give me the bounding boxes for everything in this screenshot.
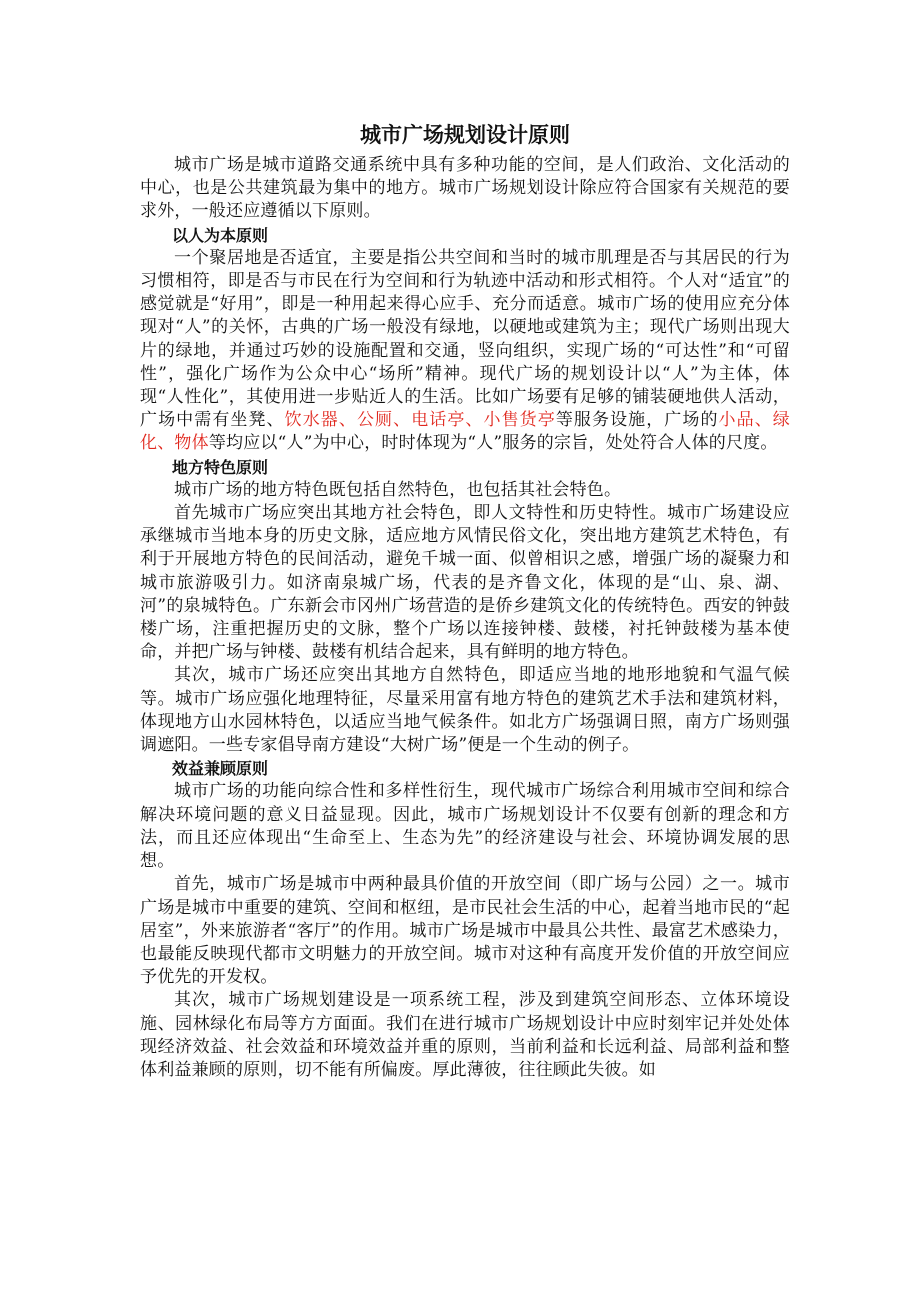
local-character-paragraph-3: 其次，城市广场还应突出其地方自然特色，即适应当地的地形地貌和气温气候等。城市广场应强化地理特征，尽量采用富有地方特色的建筑艺术手法和建筑材料，体现地方山水园林特色，以适应当地气候条件。如北方广场强调日照，南方广场则强调遮阳。一些专家倡导南方建设“大树广场”便是一个生动的例子。 [140,665,790,756]
paragraph-text: 等服务设施，广场的 [555,410,719,431]
local-character-paragraph-2: 首先城市广场应突出其地方社会特色，即人文特性和历史特性。城市广场建设应承继城市当地本身的历史文脉，适应地方风情民俗文化，突出地方建筑艺术特色，有利于开展地方特色的民间活动，避免千城一面、似曾相识之感，增强广场的凝聚力和城市旅游吸引力。如济南泉城广场，代表的是齐鲁文化，体现的是“山、泉、湖、河”的泉城特色。广东新会市冈州广场营造的是侨乡建筑文化的传统特色。西安的钟鼓楼广场，注重把握历史的文脉，整个广场以连接钟楼、鼓楼，衬托钟鼓楼为基本使命，并把广场与钟楼、鼓楼有机结合起来，具有鲜明的地方特色。 [140,503,790,663]
document-body [140,118,790,1082]
intro-paragraph: 城市广场是城市道路交通系统中具有多种功能的空间，是人们政治、文化活动的中心，也是公共建筑最为集中的地方。城市广场规划设计除应符合国家有关规范的要求外，一般还应遵循以下原则。 [140,155,790,222]
local-character-paragraph-1: 城市广场的地方特色既包括自然特色，也包括其社会特色。 [174,479,622,500]
paragraph-text: 等均应以“人”为中心，时时体现为“人”服务的宗旨，处处符合人体的尺度。 [208,433,778,454]
section-heading-benefits: 效益兼顾原则 [172,759,269,779]
section-heading-people-oriented: 以人为本原则 [172,225,269,245]
benefits-paragraph-3: 其次，城市广场规划建设是一项系统工程，涉及到建筑空间形态、立体环境设施、园林绿化布局等方方面面。我们在进行城市广场规划设计中应时刻牢记并处处体现经济效益、社会效益和环境效益并重的原则，当前利益和长远利益、局部利益和整体利益兼顾的原则，切不能有所偏废。厚此薄彼，往往顾此失彼。如 [140,990,790,1080]
highlighted-elements-text: 小品、绿化、物体 [140,410,790,454]
section-heading-local-character: 地方特色原则 [172,457,269,477]
paragraph-text: 一个聚居地是否适宜，主要是指公共空间和当时的城市肌理是否与其居民的行为习惯相符，即是否与市民在行为空间和行为轨迹中活动和形式相符。个人对“适宜”的感觉就是“好用”，即是一种用起来得心应手、充分而适意。城市广场的使用应充分体现对“人”的关怀，古典的广场一般没有绿地，以硬地或建筑为主；现代广场则出现大片的绿地，并通过巧妙的设施配置和交通，竖向组织，实现广场的“可达性”和“可留性”，强化广场作为公众中心“场所”精神。现代广场的规划设计以“人”为主体，体现“人性化”，其使用进一步贴近人的生活。比如广场要有足够的铺装硬地供人活动，广场中需有坐凳、 [140,247,790,431]
highlighted-facilities-text: 饮水器、公厕、电话亭、小售货亭 [284,410,556,431]
benefits-paragraph-1: 城市广场的功能向综合性和多样性衍生，现代城市广场综合利用城市空间和综合解决环境问题的意义日益显现。因此，城市广场规划设计不仅要有创新的理念和方法，而且还应体现出“生命至上、生态为先”的经济建设与社会、环境协调发展的思想。 [140,781,790,872]
benefits-paragraph-2: 首先，城市广场是城市中两种最具价值的开放空间（即广场与公园）之一。城市广场是城市中重要的建筑、空间和枢纽，是市民社会生活的中心，起着当地市民的“起居室”，外来旅游者“客厅”的作用。城市广场是城市中最具公共性、最富艺术感染力，也最能反映现代都市文明魅力的开放空间。城市对这种有高度开发价值的开放空间应予优先的开发权。 [140,874,790,988]
page-title: 城市广场规划设计原则 [360,123,570,147]
people-oriented-paragraph [140,247,790,456]
